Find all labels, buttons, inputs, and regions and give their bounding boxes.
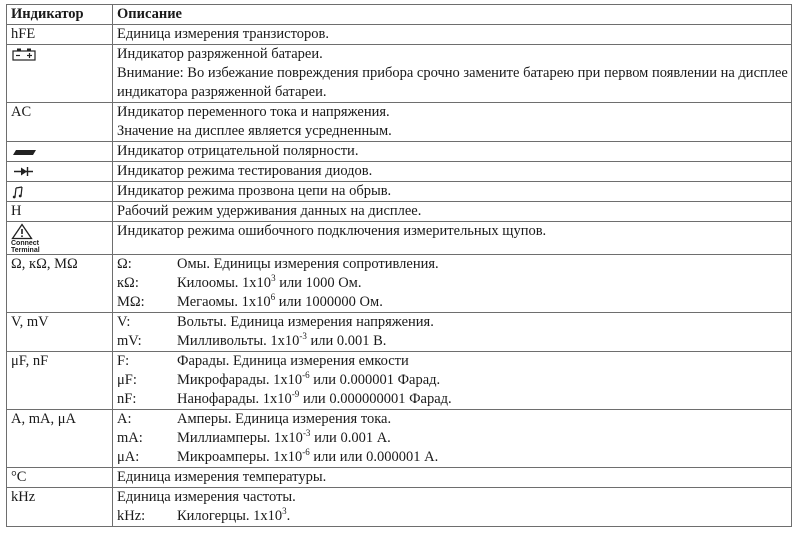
indicator-cell <box>7 142 113 162</box>
unit-symbol: Ω: <box>117 256 132 272</box>
unit-text: Миллиамперы. $1x10^{-3}$ или 0.001 А. <box>177 428 391 446</box>
indicator-cell <box>7 45 113 103</box>
unit-text: Микроамперы. $1x10^{-6}$ или или 0.000001 А. <box>177 447 439 465</box>
description-cell <box>113 488 792 527</box>
unit-symbol: nF: <box>117 391 137 407</box>
description-cell: Индикатор отрицательной полярности. <box>113 142 792 162</box>
table-row <box>7 45 792 103</box>
unit-text: Килогерцы. $1x10^3$. <box>177 506 291 524</box>
unit-text: Микрофарады. $1x10^{-6}$ или 0.000001 Фарад. <box>177 370 441 388</box>
table-row <box>7 352 792 410</box>
unit-text: Фарады. Единица измерения емкости <box>177 353 409 369</box>
unit-symbol: mA: <box>117 430 143 446</box>
indicator-cell: H <box>7 202 113 222</box>
unit-line <box>117 507 788 526</box>
unit-line <box>117 313 788 332</box>
description-cell: Индикатор режима прозвона цепи на обрыв. <box>113 182 792 202</box>
indicator-cell <box>7 222 113 255</box>
table-row <box>7 182 792 202</box>
description-cell <box>113 255 792 313</box>
header-description: Описание <box>113 5 792 25</box>
description-line: Единица измерения частоты. <box>117 489 296 505</box>
table-row <box>7 313 792 352</box>
unit-symbol: kHz: <box>117 508 146 524</box>
unit-line <box>117 429 788 448</box>
header-indicator: Индикатор <box>7 5 113 25</box>
unit-line <box>117 293 788 312</box>
indicator-cell: Ω, кΩ, MΩ <box>7 255 113 313</box>
unit-symbol: A: <box>117 411 132 427</box>
table-row <box>7 468 792 488</box>
indicator-cell: A, mA, μA <box>7 410 113 468</box>
description-line: Значение на дисплее является усредненным. <box>117 123 392 139</box>
description-line: Индикатор разряженной батареи. <box>117 46 323 62</box>
description-cell <box>113 45 792 103</box>
unit-symbol: F: <box>117 353 130 369</box>
table-row <box>7 25 792 45</box>
indicator-table-document <box>6 4 792 527</box>
unit-line <box>117 274 788 293</box>
unit-symbol: MΩ: <box>117 294 145 310</box>
terminal-label: Terminal <box>11 247 40 254</box>
unit-text: Милливольты. $1x10^{-3}$ или 0.001 В. <box>177 331 387 349</box>
indicator-cell: °C <box>7 468 113 488</box>
table-row <box>7 103 792 142</box>
description-cell <box>113 352 792 410</box>
unit-symbol: μF: <box>117 372 137 388</box>
connect-terminal-indicator <box>11 222 109 254</box>
description-cell: Рабочий режим удерживания данных на дисплее. <box>113 202 792 222</box>
description-warning: Внимание: Во избежание повреждения прибора срочно замените батарею при первом появлении на дисплее индикатора разряженной батареи. <box>117 65 788 100</box>
unit-text: Килоомы. $1x10^3$ или 1000 Ом. <box>177 273 362 291</box>
indicator-cell: AC <box>7 103 113 142</box>
table-row <box>7 202 792 222</box>
unit-text: Мегаомы. $1x10^6$ или 1000000 Ом. <box>177 292 383 310</box>
unit-line <box>117 371 788 390</box>
indicator-cell: V, mV <box>7 313 113 352</box>
indicator-cell <box>7 162 113 182</box>
description-cell <box>113 410 792 468</box>
unit-text: Нанофарады. $1x10^{-9}$ или 0.000000001 Фарад. <box>177 389 452 407</box>
diode-icon <box>11 162 39 181</box>
warning-triangle-icon <box>11 223 33 240</box>
indicator-cell: μF, nF <box>7 352 113 410</box>
unit-text: Амперы. Единица измерения тока. <box>177 411 392 427</box>
table-row <box>7 142 792 162</box>
unit-symbol: mV: <box>117 333 142 349</box>
unit-text: Вольты. Единица измерения напряжения. <box>177 314 434 330</box>
description-cell <box>113 313 792 352</box>
continuity-buzzer-icon <box>11 182 39 201</box>
table-row <box>7 255 792 313</box>
description-line: Индикатор переменного тока и напряжения. <box>117 104 390 120</box>
unit-symbol: μA: <box>117 449 140 465</box>
table-row <box>7 162 792 182</box>
indicator-table <box>6 4 792 527</box>
description-cell: Единица измерения температуры. <box>113 468 792 488</box>
unit-line <box>117 352 788 371</box>
table-row <box>7 222 792 255</box>
description-cell: Единица измерения транзисторов. <box>113 25 792 45</box>
indicator-cell: hFE <box>7 25 113 45</box>
table-header-row <box>7 5 792 25</box>
unit-text: Омы. Единицы измерения сопротивления. <box>177 256 439 272</box>
indicator-cell <box>7 182 113 202</box>
unit-line <box>117 390 788 409</box>
unit-line <box>117 448 788 467</box>
unit-symbol: кΩ: <box>117 275 139 291</box>
battery-icon <box>11 45 39 64</box>
negative-polarity-icon <box>11 142 39 161</box>
description-cell: Индикатор режима тестирования диодов. <box>113 162 792 182</box>
unit-symbol: V: <box>117 314 131 330</box>
description-cell: Индикатор режима ошибочного подключения измерительных щупов. <box>113 222 792 255</box>
indicator-cell: kHz <box>7 488 113 527</box>
connect-label: Connect <box>11 240 39 247</box>
unit-line <box>117 332 788 351</box>
unit-line <box>117 255 788 274</box>
table-row <box>7 488 792 527</box>
unit-line <box>117 410 788 429</box>
table-row <box>7 410 792 468</box>
description-cell <box>113 103 792 142</box>
